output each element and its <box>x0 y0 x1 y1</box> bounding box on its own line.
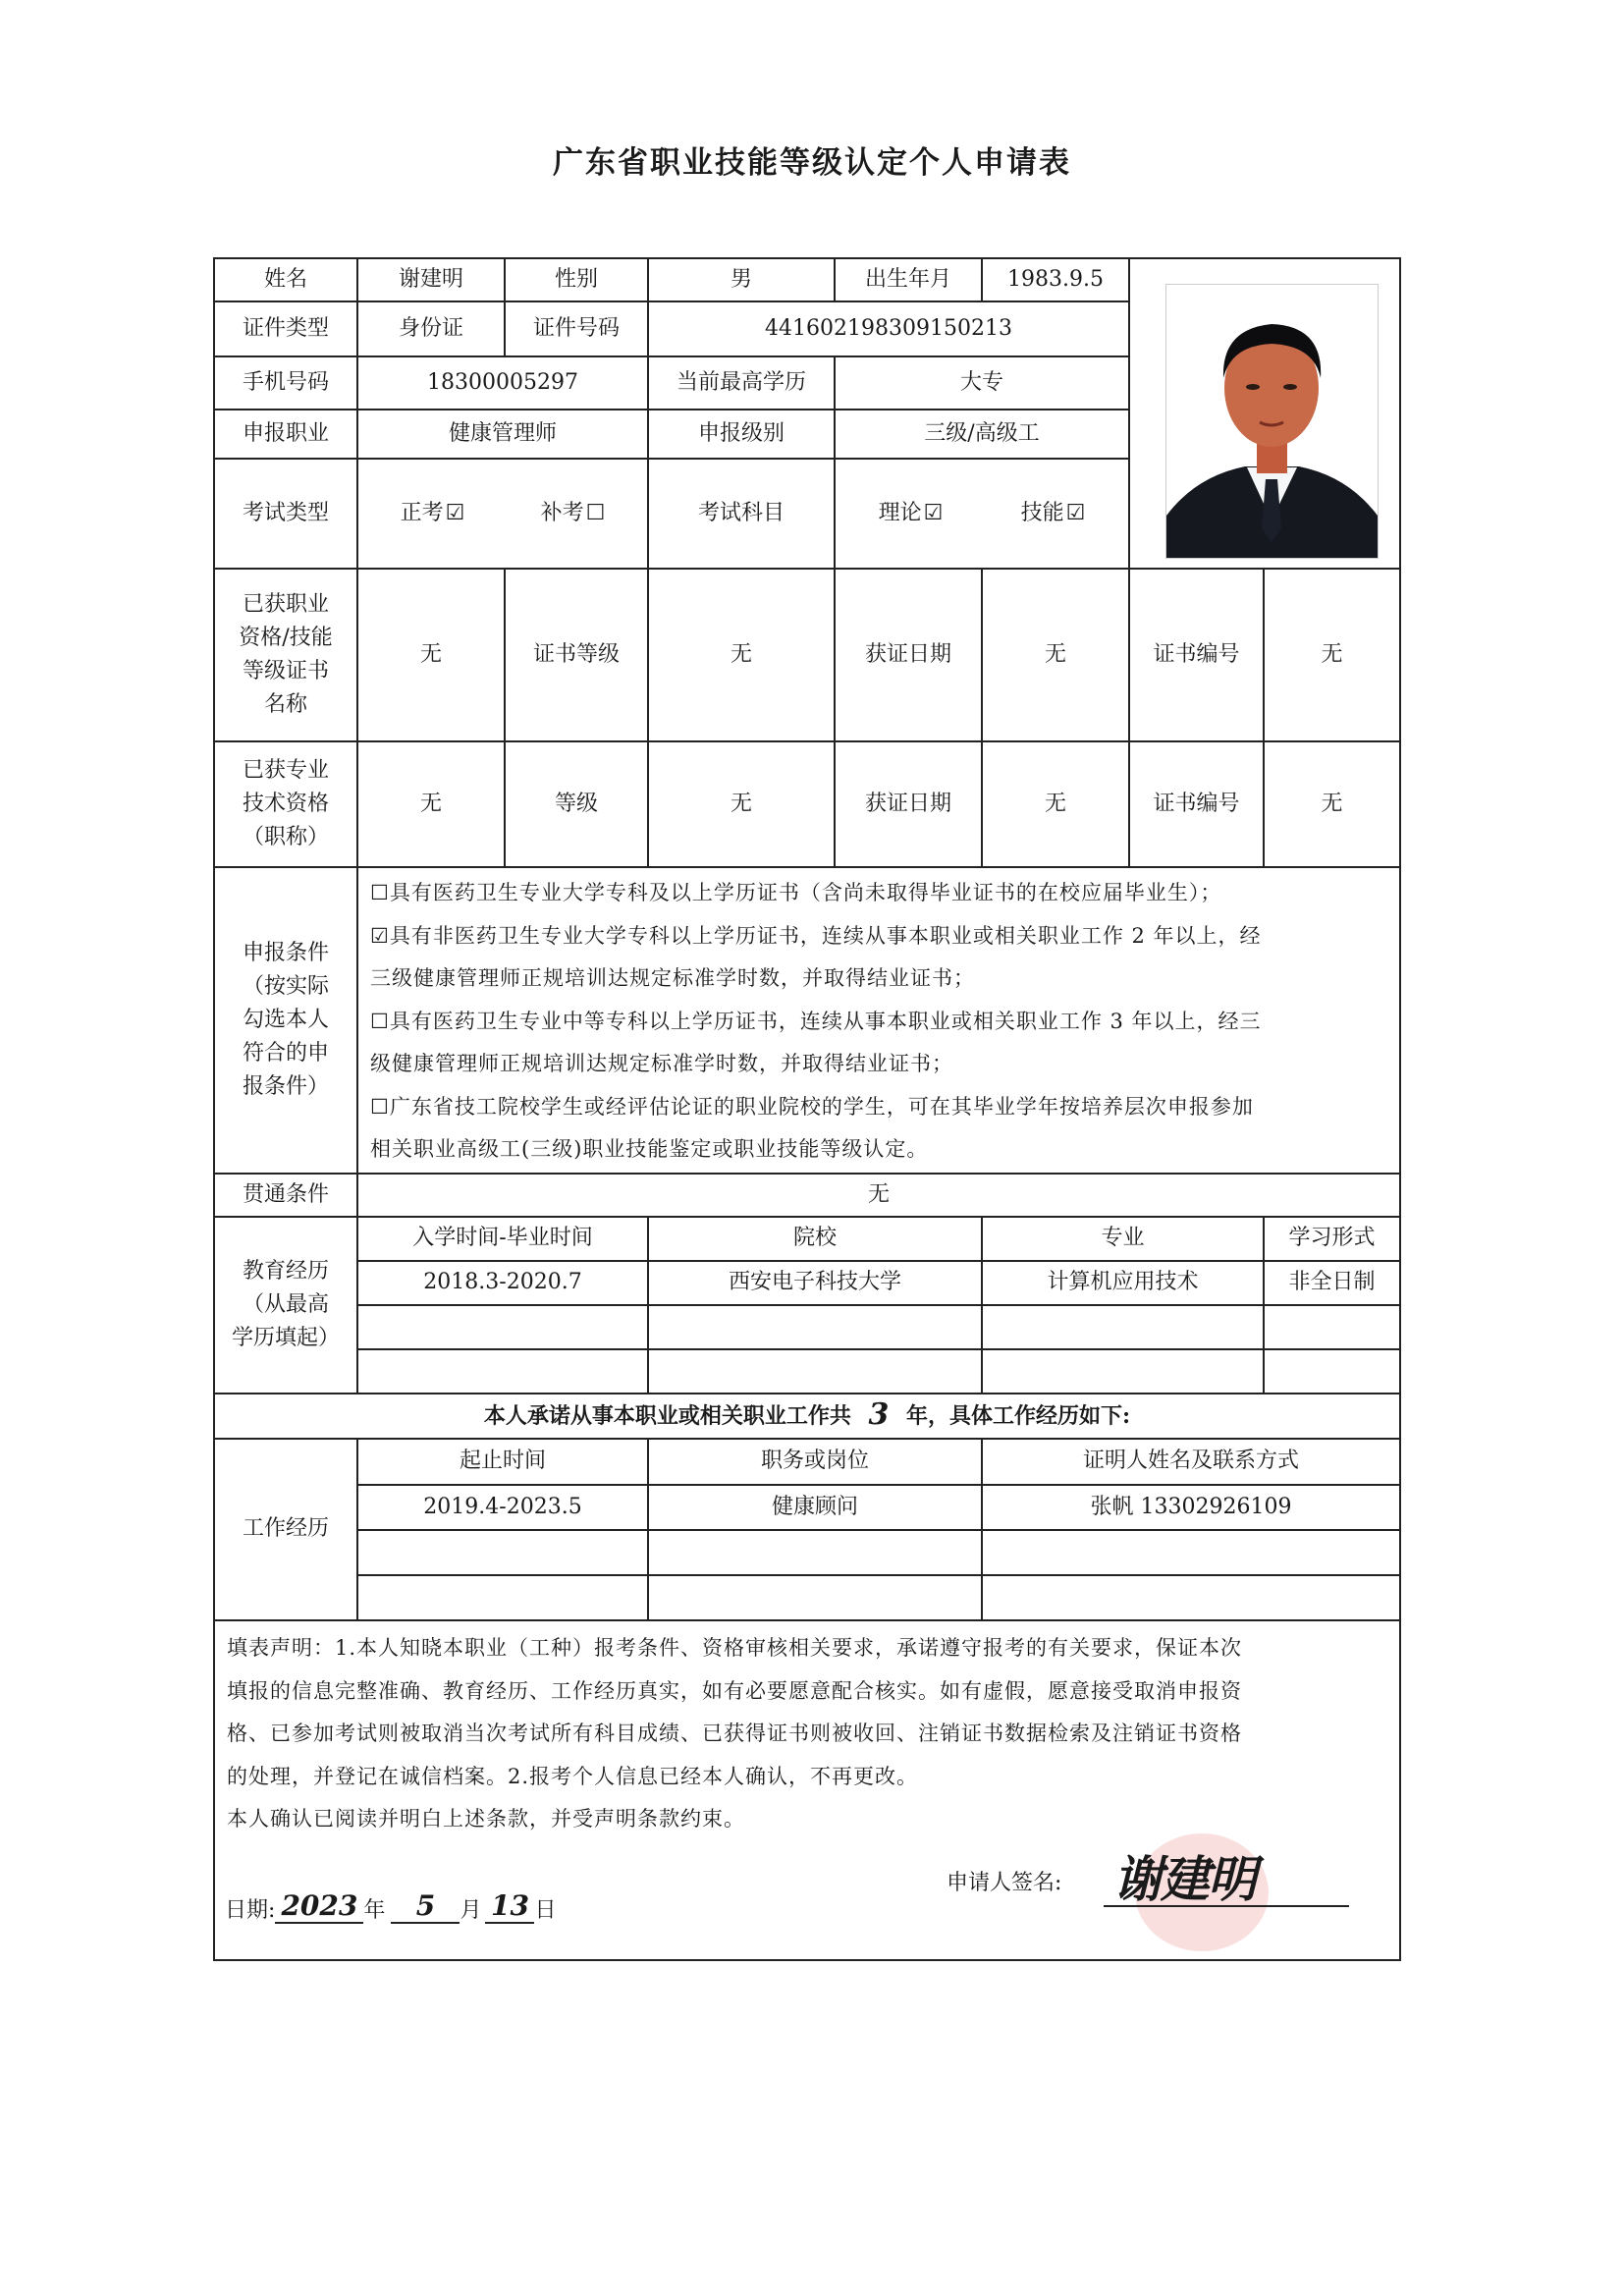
phone-value: 18300005297 <box>358 357 649 410</box>
id-type-value: 身份证 <box>358 302 506 357</box>
cert-no-label: 证书编号 <box>1130 570 1265 742</box>
work-row-3-position <box>649 1576 983 1621</box>
cert-name-label: 已获职业 资格/技能 等级证书 名称 <box>215 570 358 742</box>
signature-label: 申请人签名: <box>947 1871 1062 1895</box>
through-value: 无 <box>358 1175 1399 1218</box>
gender-value: 男 <box>649 259 836 302</box>
conditions-label: 申报条件 （按实际 勾选本人 符合的申 报条件） <box>215 868 358 1175</box>
apply-level-label: 申报级别 <box>649 410 836 460</box>
edu-header-major: 专业 <box>983 1218 1265 1262</box>
work-commitment: 本人承诺从事本职业或相关职业工作共 3 年，具体工作经历如下: <box>215 1394 1399 1440</box>
exam-formal-option[interactable]: 正考☑ <box>400 500 465 525</box>
checkbox-checked-icon[interactable]: ☑ <box>1065 500 1086 525</box>
checkbox-checked-icon[interactable]: ☑ <box>923 500 944 525</box>
title-cert-value: 无 <box>358 742 506 868</box>
date-month[interactable]: 5 <box>391 1889 460 1924</box>
work-header-reference: 证明人姓名及联系方式 <box>983 1440 1399 1486</box>
id-type-label: 证件类型 <box>215 302 358 357</box>
date-field: 日期: 2023 年 5 月 13 日 <box>225 1889 557 1923</box>
signature-line <box>1104 1905 1349 1907</box>
condition-option-1[interactable]: ☐具有医药卫生专业大学专科及以上学历证书（含尚未取得毕业证书的在校应届毕业生）； <box>370 881 1222 904</box>
work-row-2-position <box>649 1531 983 1576</box>
through-label: 贯通条件 <box>215 1175 358 1218</box>
id-no-value: 441602198309150213 <box>649 302 1130 357</box>
name-label: 姓名 <box>215 259 358 302</box>
work-header-position: 职务或岗位 <box>649 1440 983 1486</box>
edu-row-1-mode: 非全日制 <box>1265 1262 1399 1306</box>
checkbox-checked-icon[interactable]: ☑ <box>445 500 465 525</box>
edu-row-2-period <box>358 1306 649 1350</box>
edu-row-2-major <box>983 1306 1265 1350</box>
condition-option-3[interactable]: ☐具有医药卫生专业中等专科以上学历证书，连续从事本职业或相关职业工作 3 年以上，经三 <box>370 1009 1262 1033</box>
exam-type-label: 考试类型 <box>215 460 358 570</box>
edu-row-1-period: 2018.3-2020.7 <box>358 1262 649 1306</box>
declaration: 填表声明：1.本人知晓本职业（工种）报考条件、资格审核相关要求，承诺遵守报考的有关要求，保证本次 填报的信息完整准确、教育经历、工作经历真实，如有必要愿意配合核实。如有虚假，愿意接受取消申报资 格、已参加考试则被取消当次考试所有科目成绩、已获得证书则被收回、注销证书数据检索及注销证书资格 的处理，并登记在诚信档案。2.报考个人信息已经本人确认，不再更改。 本人确认已阅读并明白上述条款，并受声明条款约束。 <box>227 1636 1243 1831</box>
checkbox-unchecked-icon[interactable]: ☐ <box>585 500 606 525</box>
edu-row-1-school: 西安电子科技大学 <box>649 1262 983 1306</box>
subject-skill-option[interactable]: 技能☑ <box>1020 500 1086 525</box>
name-value: 谢建明 <box>358 259 506 302</box>
work-row-1-position: 健康顾问 <box>649 1486 983 1531</box>
birth-label: 出生年月 <box>836 259 983 302</box>
edu-row-2-mode <box>1265 1306 1399 1350</box>
title-no-value: 无 <box>1265 742 1399 868</box>
edu-row-1-major: 计算机应用技术 <box>983 1262 1265 1306</box>
condition-option-4-cont: 相关职业高级工(三级)职业技能鉴定或职业技能等级认定。 <box>370 1137 929 1161</box>
exam-makeup-option[interactable]: 补考☐ <box>540 500 606 525</box>
title-level-label: 等级 <box>506 742 649 868</box>
cert-level-label: 证书等级 <box>506 570 649 742</box>
education-level-value: 大专 <box>836 357 1130 410</box>
edu-row-3-major <box>983 1350 1265 1394</box>
title-date-value: 无 <box>983 742 1130 868</box>
date-year[interactable]: 2023 <box>275 1889 363 1924</box>
signature-handwritten[interactable]: 谢建明 <box>1113 1850 1255 1908</box>
gender-label: 性别 <box>506 259 649 302</box>
education-label: 教育经历 （从最高 学历填起） <box>215 1218 358 1394</box>
edu-header-school: 院校 <box>649 1218 983 1262</box>
condition-option-3-cont: 级健康管理师正规培训达规定标准学时数，并取得结业证书； <box>370 1052 953 1075</box>
page-title: 广东省职业技能等级认定个人申请表 <box>553 145 1071 181</box>
exam-type-options <box>358 460 649 570</box>
cert-level-value: 无 <box>649 570 836 742</box>
birth-value: 1983.9.5 <box>983 259 1130 302</box>
cert-date-value: 无 <box>983 570 1130 742</box>
cert-date-label: 获证日期 <box>836 570 983 742</box>
work-row-3-reference <box>983 1576 1399 1621</box>
id-no-label: 证件号码 <box>506 302 649 357</box>
edu-row-2-school <box>649 1306 983 1350</box>
signature-area <box>947 1840 1379 1909</box>
conditions-list <box>358 868 1399 1175</box>
work-row-1-reference: 张帆 13302926109 <box>983 1486 1399 1531</box>
subject-theory-option[interactable]: 理论☑ <box>878 500 944 525</box>
applicant-photo <box>1165 284 1379 559</box>
edu-header-mode: 学习形式 <box>1265 1218 1399 1262</box>
job-value: 健康管理师 <box>358 410 649 460</box>
work-row-1-period: 2019.4-2023.5 <box>358 1486 649 1531</box>
work-years-handwritten: 3 <box>851 1394 906 1440</box>
title-no-label: 证书编号 <box>1130 742 1265 868</box>
exam-subject-label: 考试科目 <box>649 460 836 570</box>
phone-label: 手机号码 <box>215 357 358 410</box>
education-level-label: 当前最高学历 <box>649 357 836 410</box>
work-row-2-period <box>358 1531 649 1576</box>
work-row-2-reference <box>983 1531 1399 1576</box>
work-header-period: 起止时间 <box>358 1440 649 1486</box>
condition-option-4[interactable]: ☐广东省技工院校学生或经评估论证的职业院校的学生，可在其毕业学年按培养层次申报参加 <box>370 1094 1254 1119</box>
edu-row-3-school <box>649 1350 983 1394</box>
cert-name-value: 无 <box>358 570 506 742</box>
edu-row-3-period <box>358 1350 649 1394</box>
date-day[interactable]: 13 <box>485 1889 534 1924</box>
work-row-3-period <box>358 1576 649 1621</box>
job-label: 申报职业 <box>215 410 358 460</box>
edu-row-3-mode <box>1265 1350 1399 1394</box>
title-date-label: 获证日期 <box>836 742 983 868</box>
work-label: 工作经历 <box>215 1440 358 1621</box>
title-cert-label: 已获专业 技术资格 （职称） <box>215 742 358 868</box>
apply-level-value: 三级/高级工 <box>836 410 1130 460</box>
title-level-value: 无 <box>649 742 836 868</box>
condition-option-2-cont: 三级健康管理师正规培训达规定标准学时数，并取得结业证书； <box>370 966 975 990</box>
condition-option-2[interactable]: ☑具有非医药卫生专业大学专科以上学历证书，连续从事本职业或相关职业工作 2 年以上，经 <box>370 923 1262 948</box>
application-form <box>213 257 1401 1961</box>
exam-subject-options <box>836 460 1130 570</box>
cert-no-value: 无 <box>1265 570 1399 742</box>
edu-header-period: 入学时间-毕业时间 <box>358 1218 649 1262</box>
